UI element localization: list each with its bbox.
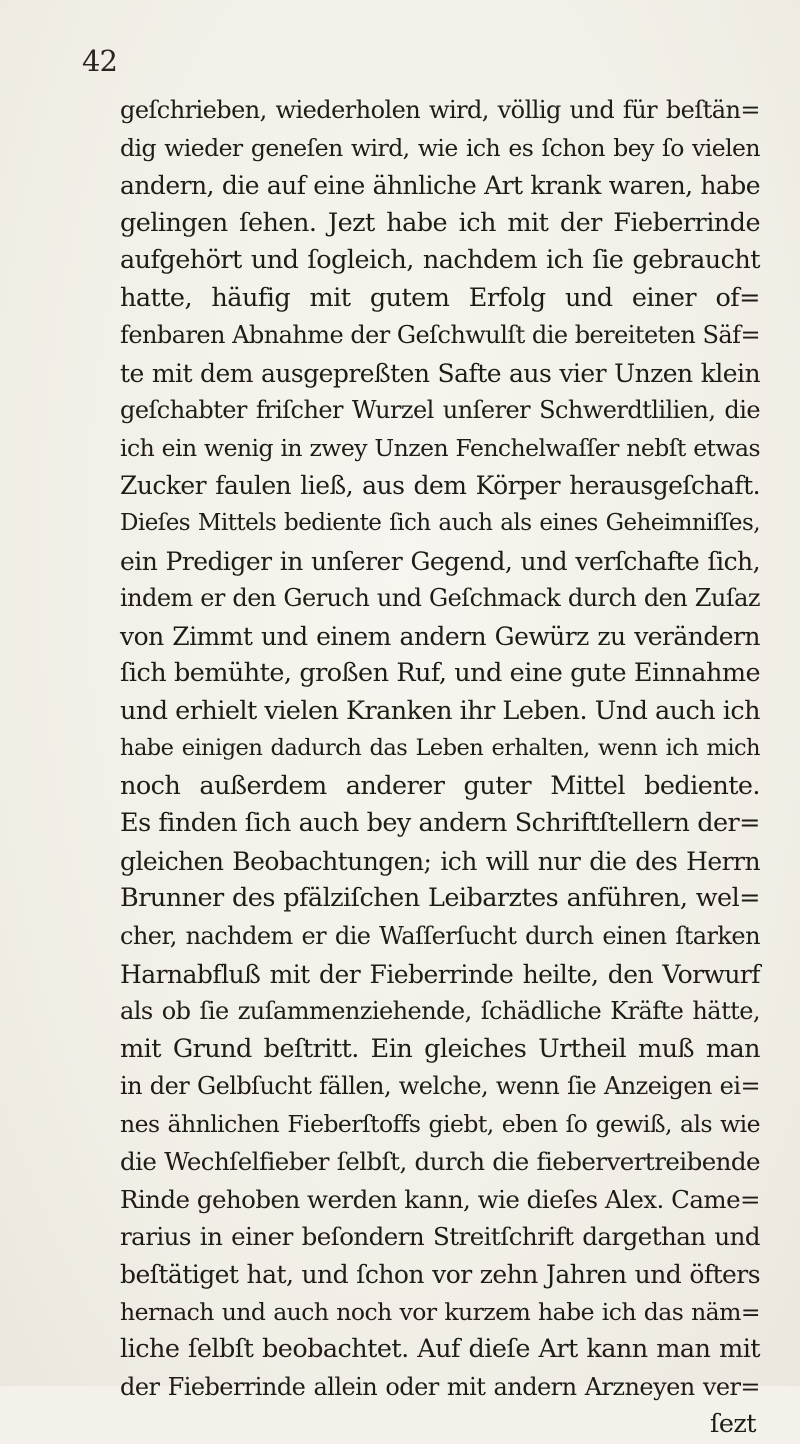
text-line: gleichen Beobachtungen; ich will nur die des Herrn — [120, 846, 760, 876]
text-line: noch außerdem anderer guter Mittel bediente. — [120, 770, 760, 801]
text-line: der Fieberrinde allein oder mit andern Arzneyen ver= — [120, 1372, 760, 1401]
text-line: liche ſelbſt beobachtet. Auf dieſe Art kann man mit — [120, 1334, 760, 1365]
text-line: und erhielt vielen Kranken ihr Leben. Und auch ich — [120, 695, 760, 726]
text-line: von Zimmt und einem andern Gewürz zu verändern — [120, 621, 760, 651]
body-text — [120, 92, 760, 1444]
text-line: ein Prediger in unſerer Gegend, und verſchafte ſich, — [120, 546, 760, 576]
text-line: Dieſes Mittels bediente ſich auch als eines Geheimniſſes, — [120, 510, 760, 537]
text-line: ich ein wenig in zwey Unzen Fenchelwaſſer nebſt etwas — [120, 433, 760, 462]
text-line: Zucker faulen ließ, aus dem Körper herausgeſchaft. — [120, 471, 760, 501]
text-line: Harnabfluß mit der Fieberrinde heilte, den Vorwurf — [120, 959, 760, 989]
text-line: aufgehört und ſogleich, nachdem ich ſie gebraucht — [120, 245, 760, 276]
text-line: indem er den Geruch und Geſchmack durch den Zuſaz — [120, 584, 760, 613]
text-line: als ob ſie zuſammenziehende, ſchädliche Kräfte hätte, — [120, 997, 760, 1026]
text-line: die Wechſelfieber ſelbſt, durch die fiebervertreibende — [120, 1147, 760, 1177]
text-line: Es finden ſich auch bey andern Schriftſtellern der= — [120, 808, 760, 839]
text-line: rarius in einer beſondern Streitſchrift dargethan und — [120, 1222, 760, 1252]
text-line: andern, die auf eine ähnliche Art krank waren, habe — [120, 171, 760, 201]
text-line: habe einigen dadurch das Leben erhalten, wenn ich mich — [120, 735, 760, 762]
text-line: hatte, häufig mit gutem Erfolg und einer of= — [120, 282, 760, 313]
text-line: geſchabter friſcher Wurzel unſerer Schwerdtlilien, die — [120, 396, 760, 425]
text-line: fenbaren Abnahme der Geſchwulſt die bereiteten Säf= — [120, 321, 760, 350]
catchword-text: ſezt — [709, 1409, 756, 1440]
text-line: cher, nachdem er die Waſſerſucht durch einen ſtarken — [120, 922, 760, 951]
text-line: beſtätiget hat, und ſchon vor zehn Jahren und öfters — [120, 1259, 760, 1289]
text-line: geſchrieben, wiederholen wird, völlig und für beſtän= — [120, 96, 760, 124]
text-line: Brunner des pfälziſchen Leibarztes anführen, wel= — [120, 883, 760, 914]
text-line: ſich bemühte, großen Ruf, und eine gute Einnahme — [120, 658, 760, 689]
text-line: Rinde gehoben werden kann, wie dieſes Alex. Came= — [120, 1184, 760, 1214]
text-line: gelingen ſehen. Jezt habe ich mit der Fieberrinde — [120, 207, 760, 238]
text-line: in der Gelbſucht fällen, welche, wenn ſie Anzeigen ei= — [120, 1072, 760, 1101]
page-number: 42 — [82, 44, 117, 78]
text-line: te mit dem ausgepreßten Safte aus vier Unzen klein — [120, 358, 760, 388]
text-line: dig wieder geneſen wird, wie ich es ſchon bey ſo vielen — [120, 133, 760, 162]
text-line: nes ähnlichen Fieberſtoffs giebt, eben ſo gewiß, als wie — [120, 1109, 760, 1138]
text-line: mit Grund beſtritt. Ein gleiches Urtheil muß man — [120, 1033, 760, 1064]
catchword — [120, 1406, 760, 1444]
text-line: hernach und auch noch vor kurzem habe ich das näm= — [120, 1297, 760, 1326]
